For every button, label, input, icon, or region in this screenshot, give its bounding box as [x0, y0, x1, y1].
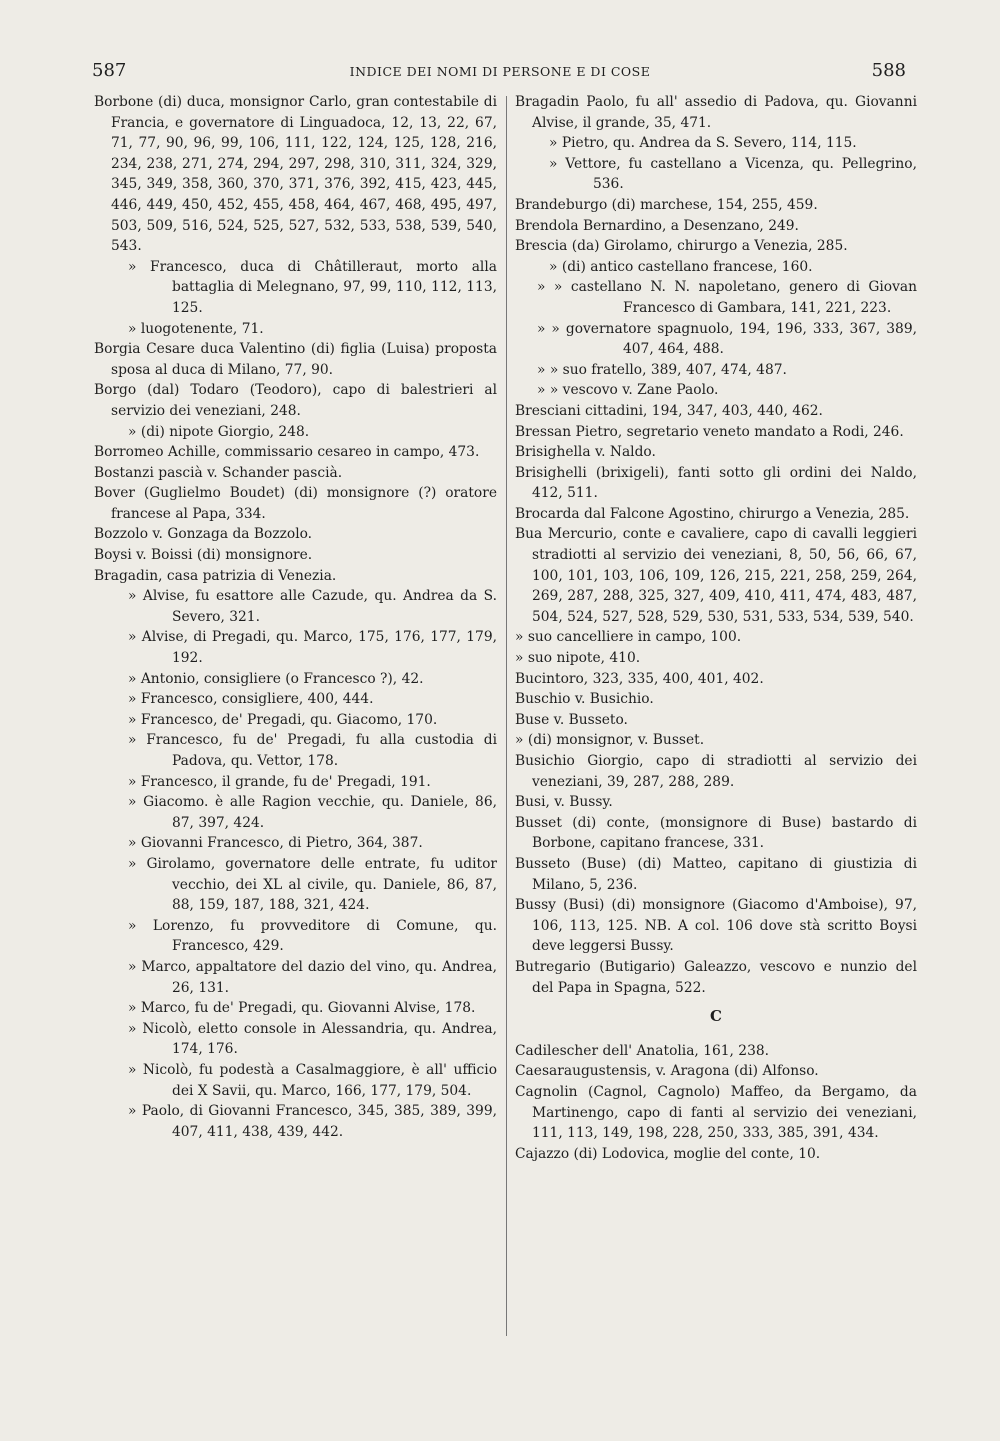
- index-entry: Bressan Pietro, segretario veneto mandato a Rodi, 246.: [515, 423, 904, 440]
- running-title: INDICE DEI NOMI DI PERSONE E DI COSE: [349, 64, 651, 79]
- index-subentry: » Marco, fu de' Pregadi, qu. Giovanni Alvise, 178.: [128, 1000, 476, 1017]
- index-subentry: » Nicolò, fu podestà a Casalmaggiore, è all' ufficio dei X Savii, qu. Marco, 166, 177, 179, 504.: [128, 1061, 497, 1099]
- index-entry: Bragadin, casa patrizia di Venezia.: [94, 567, 337, 584]
- index-subentry: » Antonio, consigliere (o Francesco ?), 42.: [128, 670, 424, 687]
- index-entry: Brescia (da) Girolamo, chirurgo a Venezia, 285.: [515, 238, 848, 255]
- index-subentry: » Alvise, di Pregadi, qu. Marco, 175, 176, 177, 179, 192.: [128, 629, 497, 667]
- index-entry: Caesaraugustensis, v. Aragona (di) Alfonso.: [515, 1063, 819, 1080]
- index-entry: Bragadin Paolo, fu all' assedio di Padova, qu. Giovanni Alvise, il grande, 35, 471.: [515, 94, 917, 131]
- right-column: [515, 92, 917, 1164]
- index-entry: Bussy (Busi) (di) monsignore (Giacomo d'Amboise), 97, 106, 113, 125. NB. A col. 106 dove stà scritto Boysi deve leggersi Bussy.: [515, 897, 917, 955]
- index-entry: Cadilescher dell' Anatolia, 161, 238.: [515, 1042, 770, 1059]
- index-entry: Bostanzi pascià v. Schander pascià.: [94, 464, 343, 481]
- index-subentry: » Giovanni Francesco, di Pietro, 364, 387.: [128, 835, 423, 852]
- index-entry: Borgia Cesare duca Valentino (di) figlia (Luisa) proposta sposa al duca di Milano, 77, 90.: [94, 341, 497, 378]
- index-entry: Brendola Bernardino, a Desenzano, 249.: [515, 217, 799, 234]
- column-divider: [506, 96, 507, 1336]
- index-entry: Borbone (di) duca, monsignor Carlo, gran contestabile di Francia, e governatore di Linguadoca, 12, 13, 22, 67, 71, 77, 90, 96, 99, 106, 111, 122, 124, 125, 128, 216, 234, 238, 271, 274, 294, 297, 298, 310, 311, 324, 329, 345, 349, 358, 360, 370, 371, 376, 392, 415, 423, 445, 446, 449, 450, 452, 455, 458, 464, 467, 468, 495, 497, 503, 509, 516, 524, 525, 527, 532, 533, 538, 539, 540, 543.: [94, 94, 497, 255]
- index-subentry: » Vettore, fu castellano a Vicenza, qu. Pellegrino, 536.: [549, 155, 917, 193]
- index-subentry: » (di) antico castellano francese, 160.: [549, 258, 813, 275]
- index-entry: Busichio Giorgio, capo di stradiotti al servizio dei veneziani, 39, 287, 288, 289.: [515, 753, 917, 790]
- index-entry: Borgo (dal) Todaro (Teodoro), capo di balestrieri al servizio dei veneziani, 248.: [94, 382, 497, 419]
- index-subentry: » Paolo, di Giovanni Francesco, 345, 385, 389, 399, 407, 411, 438, 439, 442.: [128, 1103, 497, 1140]
- index-entry: Butregario (Butigario) Galeazzo, vescovo e nunzio del del Papa in Spagna, 522.: [515, 958, 917, 996]
- left-column: [94, 92, 497, 1142]
- index-entry: » suo nipote, 410.: [515, 650, 641, 667]
- index-subentry: » » castellano N. N. napoletano, genero di Giovan Francesco di Gambara, 141, 221, 223.: [537, 279, 917, 316]
- index-entry: Buse v. Busseto.: [515, 711, 628, 728]
- section-letter: C: [710, 1007, 722, 1026]
- index-entry: » suo cancelliere in campo, 100.: [515, 629, 742, 646]
- index-subentry: » Girolamo, governatore delle entrate, fu uditor vecchio, dei XL al civile, qu. Daniele, 86, 87, 88, 159, 187, 188, 321, 424.: [128, 855, 497, 914]
- index-entry: Busi, v. Bussy.: [515, 794, 613, 811]
- index-entry: Cagnolin (Cagnol, Cagnolo) Maffeo, da Bergamo, da Martinengo, capo di fanti al servizio dei veneziani, 111, 113, 149, 198, 228, 250, 333, 385, 391, 434.: [515, 1083, 917, 1142]
- index-subentry: » » vescovo v. Zane Paolo.: [537, 382, 719, 399]
- index-subentry: » Francesco, fu de' Pregadi, fu alla custodia di Padova, qu. Vettor, 178.: [128, 732, 497, 769]
- index-entry: Cajazzo (di) Lodovica, moglie del conte, 10.: [515, 1145, 821, 1162]
- index-entry: Borromeo Achille, commissario cesareo in campo, 473.: [94, 444, 480, 461]
- index-subentry: » Pietro, qu. Andrea da S. Severo, 114, 115.: [549, 135, 857, 152]
- index-subentry: » Francesco, duca di Châtilleraut, morto alla battaglia di Melegnano, 97, 99, 110, 112, 113, 125.: [128, 258, 497, 316]
- index-entry: Busseto (Buse) (di) Matteo, capitano di giustizia di Milano, 5, 236.: [515, 855, 917, 893]
- index-subentry: » » governatore spagnuolo, 194, 196, 333, 367, 389, 407, 464, 488.: [537, 320, 917, 358]
- index-entry: Boysi v. Boissi (di) monsignore.: [94, 547, 313, 564]
- index-entry: Brisighelli (brixigeli), fanti sotto gli ordini dei Naldo, 412, 511.: [515, 464, 917, 502]
- index-subentry: » Lorenzo, fu provveditore di Comune, qu. Francesco, 429.: [128, 917, 497, 955]
- index-entry: Brisighella v. Naldo.: [515, 444, 656, 461]
- index-subentry: » Marco, appaltatore del dazio del vino, qu. Andrea, 26, 131.: [128, 958, 497, 996]
- index-entry: Bua Mercurio, conte e cavaliere, capo di cavalli leggieri stradiotti al servizio dei veneziani, 8, 50, 56, 66, 67, 100, 101, 103, 106, 109, 126, 215, 221, 258, 259, 264, 269, 287, 288, 325, 327, 409, 410, 411, 474, 483, 487, 504, 524, 527, 528, 529, 530, 531, 533, 534, 539, 540.: [515, 526, 917, 625]
- index-entry: » (di) monsignor, v. Busset.: [515, 732, 705, 749]
- index-entry: Brocarda dal Falcone Agostino, chirurgo a Venezia, 285.: [515, 505, 910, 522]
- index-subentry: » Nicolò, eletto console in Alessandria, qu. Andrea, 174, 176.: [128, 1020, 497, 1058]
- index-entry: Busset (di) conte, (monsignore di Buse) bastardo di Borbone, capitano francese, 331.: [515, 814, 917, 852]
- right-page-number: 588: [871, 60, 906, 81]
- index-entry: Bucintoro, 323, 335, 400, 401, 402.: [515, 670, 764, 687]
- index-entry: Bozzolo v. Gonzaga da Bozzolo.: [94, 526, 313, 543]
- index-subentry: » Giacomo. è alle Ragion vecchie, qu. Daniele, 86, 87, 397, 424.: [128, 794, 497, 831]
- index-entry: Bresciani cittadini, 194, 347, 403, 440, 462.: [515, 402, 823, 419]
- index-subentry: » » suo fratello, 389, 407, 474, 487.: [537, 361, 787, 378]
- index-subentry: » luogotenente, 71.: [128, 320, 264, 337]
- index-subentry: » Francesco, il grande, fu de' Pregadi, 191.: [128, 773, 431, 790]
- index-subentry: » Alvise, fu esattore alle Cazude, qu. Andrea da S. Severo, 321.: [128, 588, 497, 625]
- index-entry: Brandeburgo (di) marchese, 154, 255, 459.: [515, 196, 818, 213]
- index-entry: Bover (Guglielmo Boudet) (di) monsignore (?) oratore francese al Papa, 334.: [94, 485, 497, 522]
- index-entry: Buschio v. Busichio.: [515, 691, 654, 708]
- index-subentry: » (di) nipote Giorgio, 248.: [128, 423, 310, 440]
- index-subentry: » Francesco, consigliere, 400, 444.: [128, 691, 374, 708]
- left-page-number: 587: [92, 60, 127, 81]
- index-subentry: » Francesco, de' Pregadi, qu. Giacomo, 170.: [128, 711, 438, 728]
